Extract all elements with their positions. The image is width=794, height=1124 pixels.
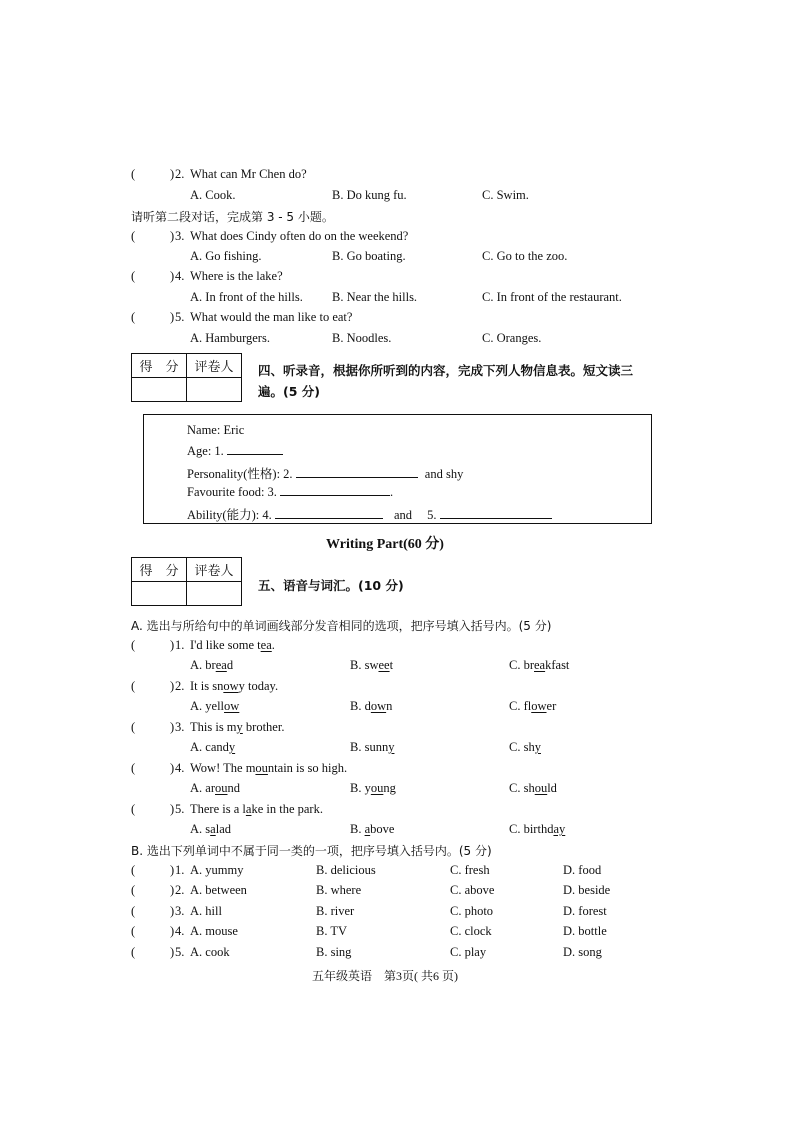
question-number: 2.	[175, 167, 185, 181]
option-c: C. flower	[509, 699, 557, 713]
page-footer: 五年级英语 第3页( 共6 页)	[312, 969, 458, 983]
option-b: B. Do kung fu.	[332, 188, 407, 202]
option-c: C. In front of the restaurant.	[482, 290, 622, 304]
info-personality	[187, 464, 463, 482]
question-number: 4.	[175, 269, 185, 283]
ability-and: and	[393, 508, 413, 522]
personality-blank[interactable]	[296, 477, 418, 478]
part-a-instruction: A. 选出与所给句中的单词画线部分发音相同的选项，把序号填入括号内。(5 分)	[131, 619, 552, 633]
grader-label: 评卷人	[187, 558, 242, 582]
question-sentence: This is my brother.	[190, 720, 285, 734]
option-b: B. Noodles.	[332, 331, 392, 345]
option-b: B. river	[316, 904, 355, 918]
option-c: C. shy	[509, 740, 541, 754]
option-b: B. sweet	[350, 658, 394, 672]
question-sentence: I'd like some tea.	[190, 638, 275, 652]
score-label: 得 分	[132, 558, 187, 582]
grader-label: 评卷人	[187, 354, 242, 378]
underlined-letters: ou	[534, 781, 548, 795]
option-c: C. clock	[450, 924, 492, 938]
question-sentence: Wow! The mountain is so high.	[190, 761, 348, 775]
question-text: What would the man like to eat?	[190, 310, 353, 324]
info-ability	[187, 505, 552, 523]
personality-tail: and shy	[424, 467, 464, 481]
underlined-letters: y	[228, 740, 236, 754]
question-text: What can Mr Chen do?	[190, 167, 307, 181]
question-number: 2.	[175, 883, 185, 897]
underlined-letters: ea	[534, 658, 546, 672]
grader-cell[interactable]	[187, 378, 242, 402]
underlined-letters: ay	[553, 822, 566, 836]
personality-label: Personality(性格): 2.	[187, 467, 293, 481]
option-c: C. photo	[450, 904, 494, 918]
option-a: A. yummy	[190, 863, 244, 877]
answer-paren[interactable]: (	[131, 924, 136, 938]
answer-paren[interactable]: (	[131, 945, 136, 959]
dialog-2-instruction: 请听第二段对话，完成第 3 - 5 小题。	[131, 210, 334, 224]
info-food	[187, 485, 393, 500]
writing-part-title: Writing Part(60 分)	[326, 537, 444, 552]
ability-blank-5[interactable]	[440, 518, 552, 519]
question-number: 4.	[175, 924, 185, 938]
score-cell[interactable]	[132, 378, 187, 402]
underlined-letters: ea	[260, 638, 272, 652]
question-number: 3.	[175, 904, 185, 918]
option-a: A. Go fishing.	[190, 249, 262, 263]
answer-paren[interactable]: (	[131, 167, 136, 181]
question-number: 4.	[175, 761, 185, 775]
option-a: A. hill	[190, 904, 222, 918]
underlined-letters: a	[364, 822, 371, 836]
underlined-letters: y	[388, 740, 395, 754]
answer-paren[interactable]: (	[131, 802, 136, 816]
option-a: A. between	[190, 883, 247, 897]
option-c: C. birthday	[509, 822, 566, 836]
score-box	[131, 557, 242, 606]
ability-blank-4[interactable]	[275, 518, 383, 519]
option-d: D. bottle	[563, 924, 607, 938]
age-blank[interactable]	[227, 454, 283, 455]
underlined-letters: y	[236, 720, 243, 734]
underlined-letters: ee	[378, 658, 390, 672]
underlined-letters: y	[534, 740, 541, 754]
question-number: 1.	[175, 638, 185, 652]
score-label: 得 分	[132, 354, 187, 378]
question-number: 2.	[175, 679, 185, 693]
option-b: B. where	[316, 883, 362, 897]
underlined-letters: a	[210, 822, 216, 836]
option-c: C. Oranges.	[482, 331, 542, 345]
question-number: 3.	[175, 229, 185, 243]
question-sentence: It is snowy today.	[190, 679, 279, 693]
option-a: A. cook	[190, 945, 230, 959]
section-4-title: 四、听录音，根据你所听到的内容，完成下列人物信息表。短文读三	[258, 363, 634, 378]
question-number: 5.	[175, 802, 185, 816]
answer-paren[interactable]: (	[131, 883, 136, 897]
answer-paren[interactable]: (	[131, 269, 136, 283]
question-number: 5.	[175, 945, 185, 959]
option-b: B. young	[350, 781, 396, 795]
section-5-title: 五、语音与词汇。(10 分)	[258, 578, 404, 593]
score-cell[interactable]	[132, 582, 187, 606]
option-a: A. around	[190, 781, 240, 795]
option-a: A. candy	[190, 740, 236, 754]
option-b: B. delicious	[316, 863, 376, 877]
food-label: Favourite food: 3.	[187, 485, 277, 499]
option-a: A. Hamburgers.	[190, 331, 270, 345]
underlined-letters: ow	[531, 699, 547, 713]
section-4-title-line2: 遍。(5 分)	[258, 384, 320, 399]
option-b: B. TV	[316, 924, 348, 938]
grader-cell[interactable]	[187, 582, 242, 606]
option-d: D. food	[563, 863, 602, 877]
underlined-letters: ow	[224, 699, 240, 713]
option-b: B. sing	[316, 945, 352, 959]
answer-paren[interactable]: (	[131, 229, 136, 243]
food-blank[interactable]	[280, 495, 390, 496]
underlined-letters: ou	[255, 761, 268, 775]
underlined-letters: ea	[215, 658, 227, 672]
option-b: B. sunny	[350, 740, 395, 754]
underlined-letters: a	[245, 802, 252, 816]
question-text: Where is the lake?	[190, 269, 283, 283]
info-name: Name: Eric	[187, 423, 245, 437]
option-c: C. breakfast	[509, 658, 570, 672]
answer-paren[interactable]: (	[131, 638, 136, 652]
option-d: D. beside	[563, 883, 611, 897]
underlined-letters: ou	[370, 781, 384, 795]
option-a: A. Cook.	[190, 188, 236, 202]
answer-paren[interactable]: (	[131, 679, 136, 693]
option-d: D. song	[563, 945, 602, 959]
option-a: A. mouse	[190, 924, 238, 938]
option-a: A. salad	[190, 822, 231, 836]
question-number: 3.	[175, 720, 185, 734]
ability-num-5: 5.	[427, 508, 437, 522]
question-number: 5.	[175, 310, 185, 324]
option-b: B. down	[350, 699, 393, 713]
option-b: B. above	[350, 822, 395, 836]
answer-paren[interactable]: (	[131, 761, 136, 775]
option-c: C. Go to the zoo.	[482, 249, 568, 263]
option-d: D. forest	[563, 904, 607, 918]
option-b: B. Go boating.	[332, 249, 406, 263]
option-b: B. Near the hills.	[332, 290, 418, 304]
underlined-letters: ow	[370, 699, 387, 713]
option-a: A. bread	[190, 658, 234, 672]
option-c: C. Swim.	[482, 188, 529, 202]
underlined-letters: ow	[223, 679, 239, 693]
answer-paren[interactable]: (	[131, 720, 136, 734]
info-age	[187, 444, 283, 459]
option-c: C. fresh	[450, 863, 490, 877]
info-table	[143, 414, 652, 524]
ability-label: Ability(能力): 4.	[187, 508, 272, 522]
option-c: C. above	[450, 883, 495, 897]
option-a: A. yellow	[190, 699, 240, 713]
answer-paren[interactable]: (	[131, 904, 136, 918]
option-c: C. should	[509, 781, 557, 795]
answer-paren[interactable]: (	[131, 863, 136, 877]
age-label: Age: 1.	[187, 444, 224, 458]
question-number: 1.	[175, 863, 185, 877]
part-b-instruction: B. 选出下列单词中不属于同一类的一项，把序号填入括号内。(5 分)	[131, 844, 492, 858]
score-box	[131, 353, 242, 402]
question-text: What does Cindy often do on the weekend?	[190, 229, 409, 243]
option-a: A. In front of the hills.	[190, 290, 303, 304]
underlined-letters: ou	[215, 781, 228, 795]
option-c: C. play	[450, 945, 487, 959]
answer-paren[interactable]: (	[131, 310, 136, 324]
food-tail: .	[390, 485, 394, 499]
question-sentence: There is a lake in the park.	[190, 802, 323, 816]
